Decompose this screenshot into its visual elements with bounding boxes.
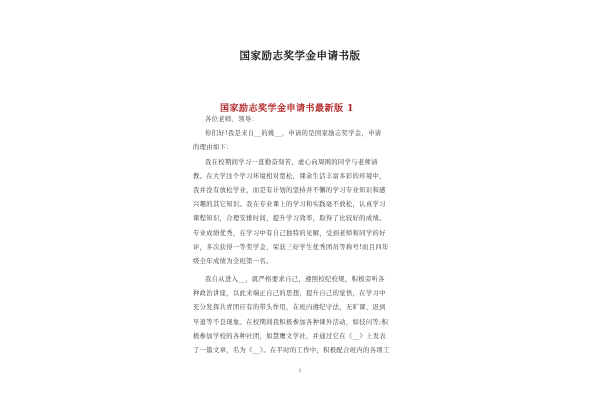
paragraph-line: 兴趣的其它知识。我在专业课上的学习和实践毫不放松，认真学习 bbox=[193, 201, 386, 209]
body-text bbox=[193, 113, 415, 358]
paragraph-line: 专业成绩优秀，在学习中有自己独特的见解，受到老师和同学的好 bbox=[193, 229, 386, 237]
paragraph-line: 我自从进入__，就严格要求自己，遵照校纪校规，积极旁听各 bbox=[205, 276, 385, 284]
paragraph-line: 我在校期间学习一直勤奋刻苦，虚心向周围的同学与老师请 bbox=[205, 158, 378, 166]
section-heading: 国家励志奖学金申请书最新版 1 bbox=[220, 104, 354, 114]
paragraph-line: 充分发挥共青团应有的带头作用，在班内遵纪守法，无旷课、迟到 bbox=[193, 304, 386, 312]
paragraph-line: 教。在大学这个学习环境相对宽松，课余生活丰富多彩的环境中， bbox=[193, 172, 386, 180]
paragraph-line: 我并没有放松学业，而是有计划的坚持并不懈的学习专业知识和感 bbox=[193, 186, 386, 194]
paragraph-line: 课程知识，合理安排时间，提升学习效率，取得了比较好的成绩。 bbox=[193, 215, 386, 223]
paragraph-line: 早退等不良现象。在校期间我积极参加各种课外活动，如技问等;积 bbox=[193, 318, 389, 326]
paragraph-line: 你们好!我是来自__的姚__，申请的是国家励志奖学金，申请 bbox=[205, 130, 382, 138]
paragraph-line: 的理由如下： bbox=[193, 144, 233, 152]
document-title: 国家励志奖学金申请书版 bbox=[239, 50, 361, 62]
paragraph-line: 了一篇文章，名为《__》。在平时的工作中，积极配合班内的各项工 bbox=[193, 347, 390, 354]
paragraph-line: 种政治讲座，以此来端正自己的思想，提升自己的觉悟，在学习中 bbox=[193, 290, 386, 298]
paragraph-line: 极参加学校的各种社团，如慧鹰文学社，并通过它在《__》上发表 bbox=[193, 332, 387, 340]
paragraph-line: 级全年成绩为全班第一名。 bbox=[193, 257, 273, 265]
salutation-line: 各位老师、领导： bbox=[205, 116, 259, 123]
paragraph-line: 评，多次获得一等奖学金，荣获三好学生优秀团员等称号!而且四年 bbox=[193, 243, 389, 251]
page-number: 1 bbox=[298, 368, 302, 374]
